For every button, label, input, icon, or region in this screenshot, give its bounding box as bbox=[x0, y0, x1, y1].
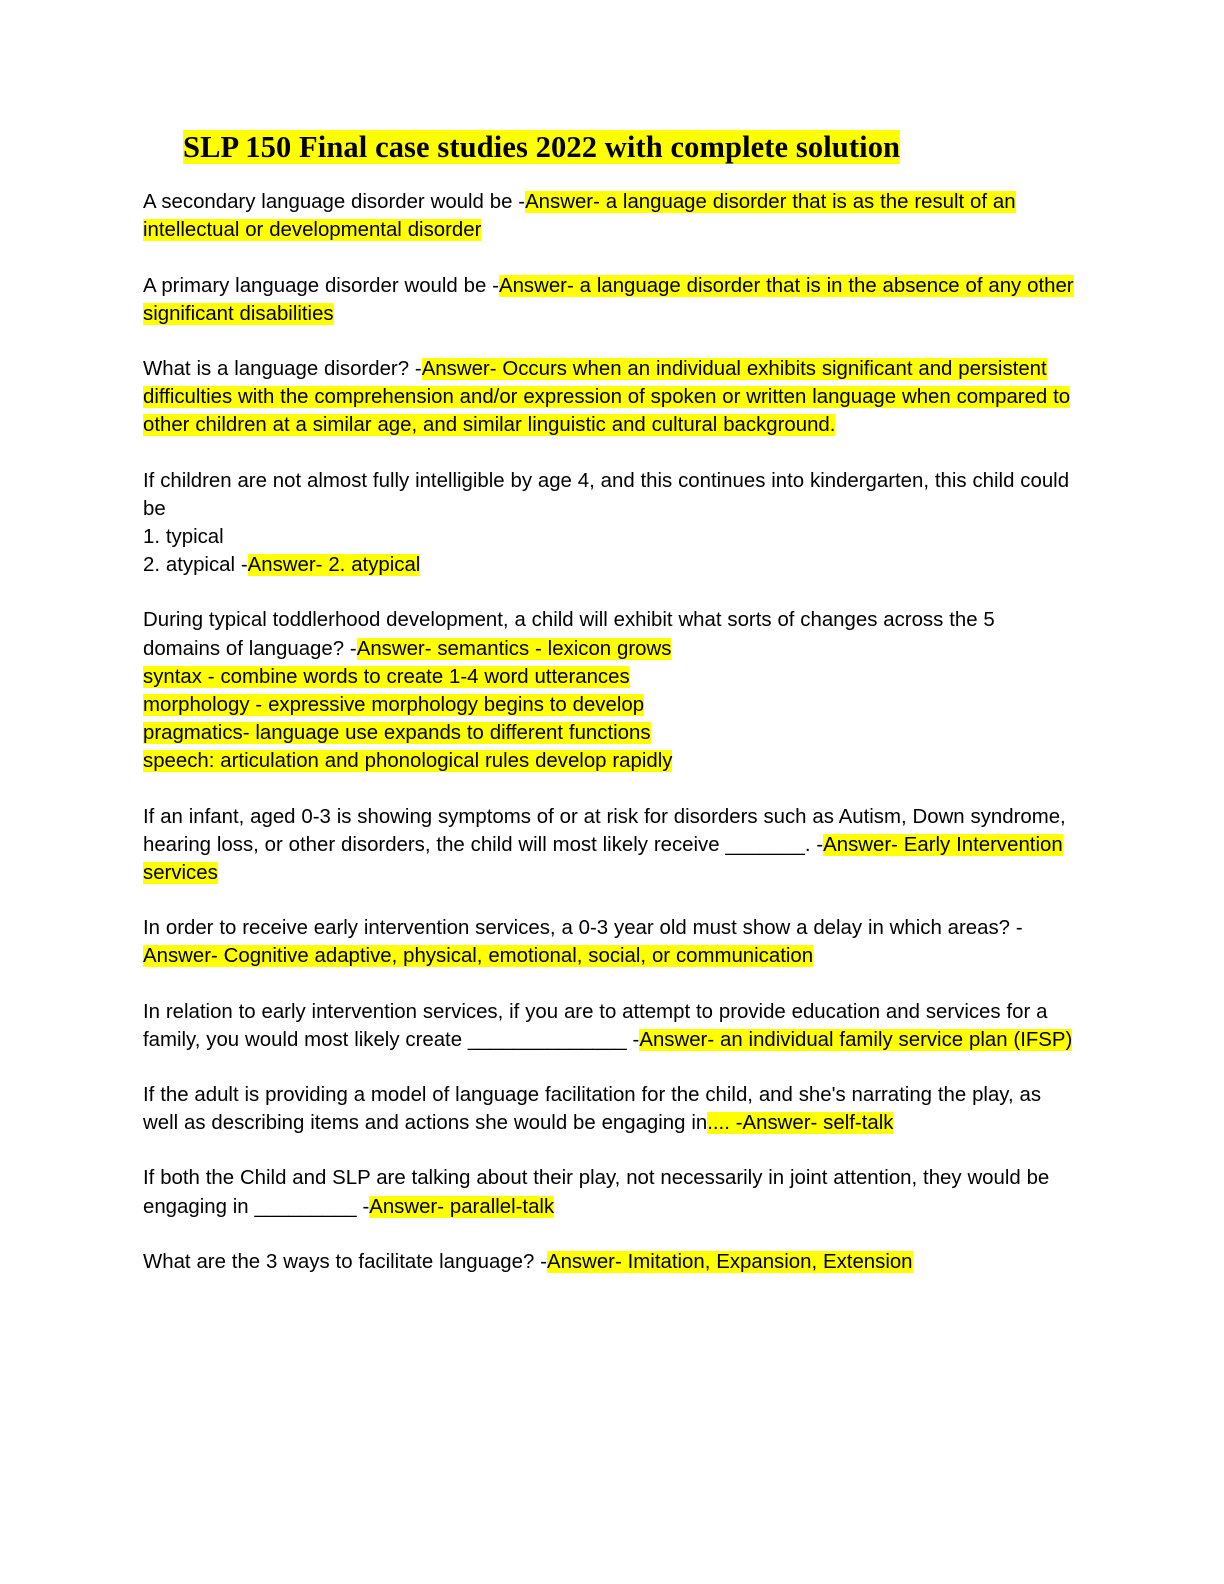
answer-text: Answer- Cognitive adaptive, physical, emotional, social, or communication bbox=[143, 945, 814, 968]
answer-line-1: Answer- semantics - lexicon grows bbox=[356, 637, 672, 660]
question-text: In order to receive early intervention services, a 0-3 year old must show a delay in which areas? - bbox=[143, 917, 1023, 940]
page-title bbox=[183, 128, 1074, 166]
answer-text: Answer- a language disorder that is as the result of an intellectual or developmental disorder bbox=[143, 191, 1016, 242]
question-text: If both the Child and SLP are talking about their play, not necessarily in joint attention, they would be engaging in _________ - bbox=[143, 1167, 1050, 1218]
question-line-2: 1. typical bbox=[143, 525, 224, 548]
answer-text: Answer- an individual family service plan (IFSP) bbox=[639, 1028, 1073, 1051]
answer-line-3: morphology - expressive morphology begins to develop bbox=[143, 693, 645, 716]
qa-block-toddlerhood-5-domains bbox=[143, 606, 1074, 775]
answer-line-4: pragmatics- language use expands to different functions bbox=[143, 722, 651, 745]
answer-line-5: speech: articulation and phonological rules develop rapidly bbox=[143, 750, 673, 773]
qa-block-what-is-a-language-disorder bbox=[143, 355, 1074, 440]
question-text: A primary language disorder would be - bbox=[143, 274, 499, 297]
qa-block-infant-0-3-risk bbox=[143, 803, 1074, 888]
answer-text: Answer- 2. atypical bbox=[247, 554, 421, 577]
question-text: What are the 3 ways to facilitate language? - bbox=[143, 1250, 547, 1273]
qa-block-secondary-language-disorder bbox=[143, 188, 1074, 244]
qa-block-parallel-talk bbox=[143, 1164, 1074, 1220]
page-title-text: SLP 150 Final case studies 2022 with complete solution bbox=[183, 130, 901, 164]
answer-text: Answer- Imitation, Expansion, Extension bbox=[546, 1250, 913, 1273]
qa-block-intelligibility-age-4 bbox=[143, 467, 1074, 580]
qa-block-ifsp bbox=[143, 998, 1074, 1054]
answer-text: Answer- Occurs when an individual exhibits significant and persistent difficulties with the comprehension and/or expression of spoken or written language when compared to other children at a similar age, and similar linguistic and cultural background. bbox=[143, 357, 1071, 437]
question-text: If the adult is providing a model of language facilitation for the child, and she's narrating the play, as well as describing items and actions she would be engaging in bbox=[143, 1084, 1042, 1135]
answer-text: .... -Answer- self-talk bbox=[707, 1112, 894, 1135]
qa-block-3-ways-facilitate-language bbox=[143, 1248, 1074, 1276]
answer-text: Answer- Early Intervention services bbox=[143, 833, 1063, 884]
question-text: What is a language disorder? - bbox=[143, 357, 422, 380]
qa-block-primary-language-disorder bbox=[143, 272, 1074, 328]
qa-block-self-talk bbox=[143, 1081, 1074, 1137]
answer-line-2: syntax - combine words to create 1-4 word utterances bbox=[143, 665, 630, 688]
answer-text: Answer- parallel-talk bbox=[369, 1195, 555, 1218]
question-text: A secondary language disorder would be - bbox=[143, 191, 526, 214]
question-line-3: 2. atypical - bbox=[143, 554, 248, 577]
answer-text: Answer- a language disorder that is in the absence of any other significant disabilities bbox=[143, 274, 1074, 325]
qa-block-early-intervention-delay-areas bbox=[143, 914, 1074, 970]
question-line-1: If children are not almost fully intelligible by age 4, and this continues into kindergarten, this child could be bbox=[143, 469, 1070, 520]
question-text: During typical toddlerhood development, a child will exhibit what sorts of changes across the 5 domains of language? - bbox=[143, 609, 995, 660]
question-text: In relation to early intervention services, if you are to attempt to provide education and services for a family, you would most likely create ______________ - bbox=[143, 1000, 1048, 1051]
question-text: If an infant, aged 0-3 is showing symptoms of or at risk for disorders such as Autism, Down syndrome, hearing loss, or other disorders, the child will most likely receive _______. - bbox=[143, 805, 1066, 856]
